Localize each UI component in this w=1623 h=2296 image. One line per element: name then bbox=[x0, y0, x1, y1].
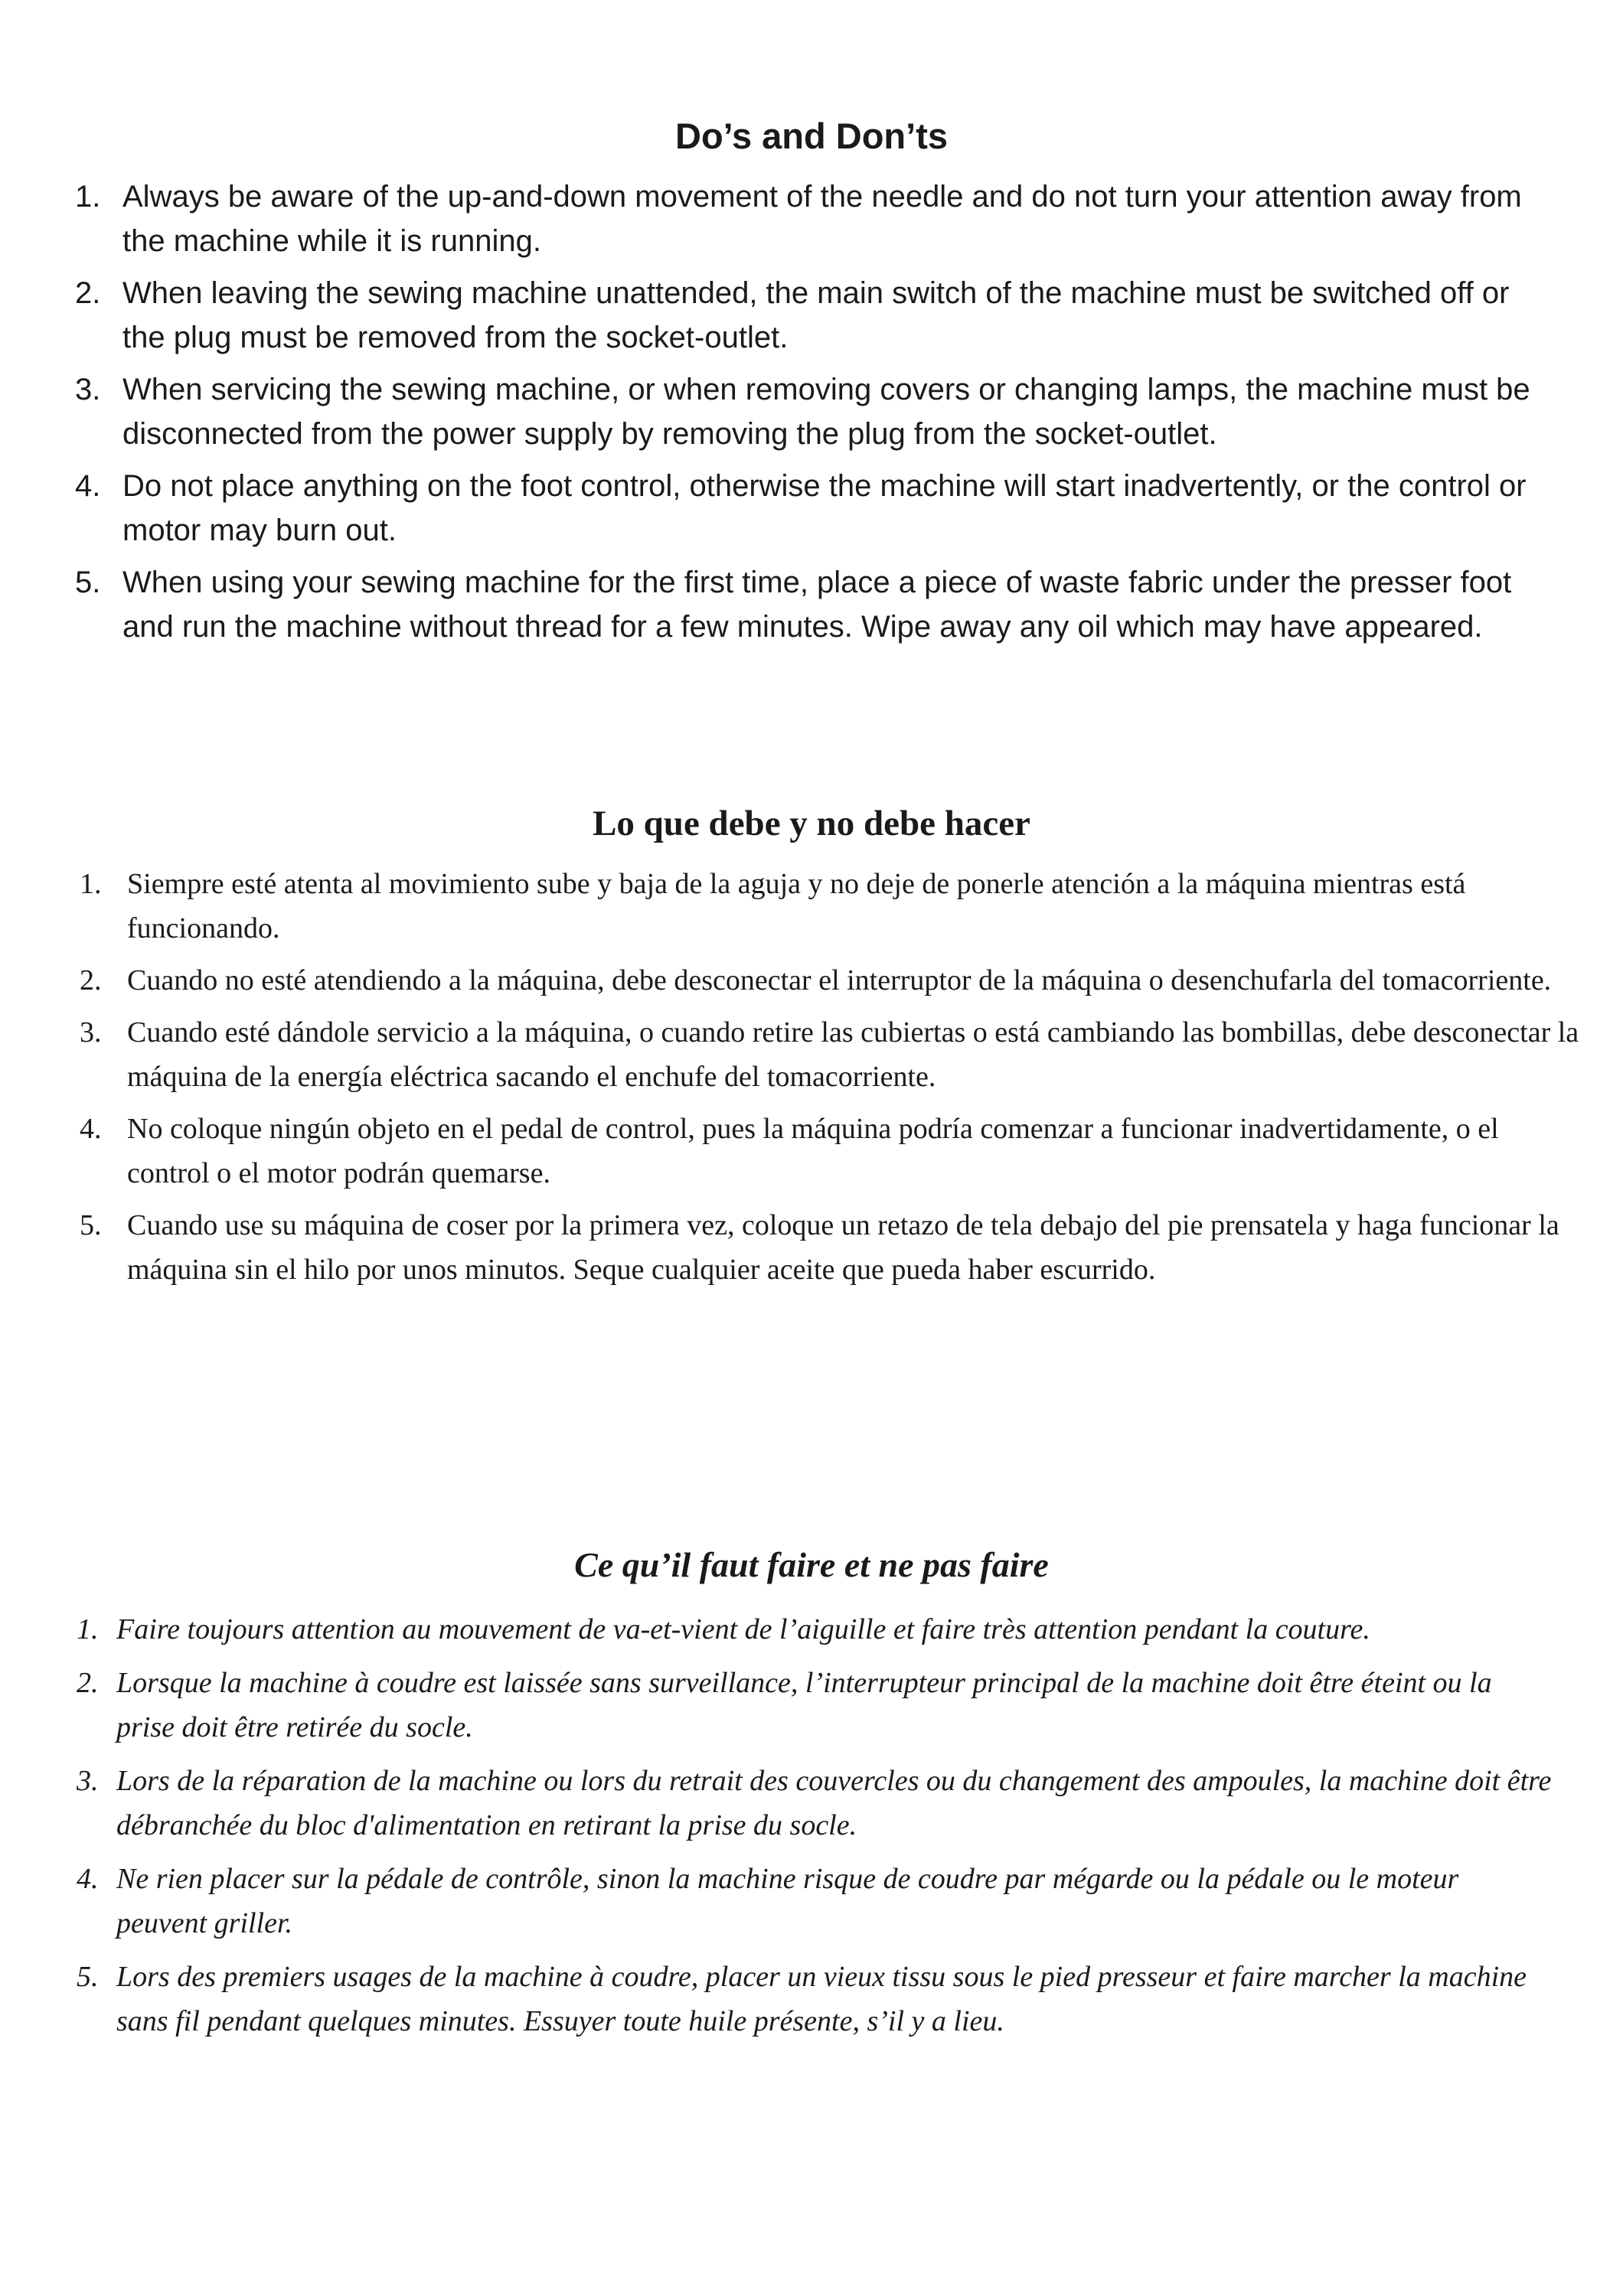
list-item bbox=[75, 367, 1546, 456]
item-text: Faire toujours attention au mouvement de va-et-vient de l’aiguille et faire très attention pendant la couture. bbox=[116, 1613, 1370, 1645]
item-number: 1. bbox=[77, 1613, 99, 1645]
item-text: Cuando use su máquina de coser por la primera vez, coloque un retazo de tela debajo del pie prensatela y haga funcionar la máquina sin el hilo por unos minutos. Seque cualquier aceite que pueda haber escurrido. bbox=[127, 1209, 1559, 1286]
item-text: Do not place anything on the foot control, otherwise the machine will start inadvertently, or the control or motor may burn out. bbox=[122, 469, 1527, 547]
list-item bbox=[75, 174, 1546, 263]
item-text: Cuando no esté atendiendo a la máquina, debe desconectar el interruptor de la máquina o desenchufarla del tomacorriente. bbox=[127, 964, 1552, 996]
item-text: When using your sewing machine for the first time, place a piece of waste fabric under the presser foot and run the machine without thread for a few minutes. Wipe away any oil which may have appeared. bbox=[122, 566, 1512, 644]
item-text: Lorsque la machine à coudre est laissée sans surveillance, l’interrupteur principal de la machine doit être éteint ou la prise doit être retirée du socle. bbox=[116, 1667, 1492, 1743]
item-number: 4. bbox=[80, 1113, 102, 1145]
item-text: Always be aware of the up-and-down movement of the needle and do not turn your attention away from the machine while it is running. bbox=[122, 180, 1522, 258]
item-number: 2. bbox=[75, 276, 101, 310]
item-number: 1. bbox=[80, 868, 102, 900]
item-number: 1. bbox=[75, 180, 101, 214]
item-number: 4. bbox=[77, 1863, 99, 1895]
item-number: 3. bbox=[80, 1016, 102, 1049]
list-item bbox=[77, 1661, 1556, 1750]
list-item bbox=[77, 1607, 1556, 1652]
item-text: Cuando esté dándole servicio a la máquina, o cuando retire las cubiertas o está cambiando las bombillas, debe desconectar la máquina de la energía eléctrica sacando el enchufe del tomacorriente. bbox=[127, 1016, 1579, 1093]
list-item bbox=[80, 862, 1582, 951]
list-item bbox=[80, 1203, 1582, 1292]
item-text: When servicing the sewing machine, or when removing covers or changing lamps, the machine must be disconnected from the power supply by removing the plug from the socket-outlet. bbox=[122, 373, 1530, 451]
item-number: 5. bbox=[77, 1961, 99, 1993]
section-title-spanish: Lo que debe y no debe hacer bbox=[593, 804, 1030, 843]
list-item bbox=[80, 958, 1582, 1003]
list-item bbox=[75, 271, 1546, 360]
section-spanish bbox=[0, 796, 1623, 1300]
item-number: 2. bbox=[80, 964, 102, 996]
list-item bbox=[77, 1759, 1556, 1848]
list-item bbox=[80, 1107, 1582, 1195]
list-item bbox=[77, 1955, 1556, 2043]
list-spanish bbox=[0, 862, 1582, 1292]
item-text: When leaving the sewing machine unattended, the main switch of the machine must be switched off or the plug must be removed from the socket-outlet. bbox=[122, 276, 1510, 354]
list-item bbox=[75, 560, 1546, 649]
section-title-english: Do’s and Don’ts bbox=[675, 116, 948, 156]
section-title-french: Ce qu’il faut faire et ne pas faire bbox=[574, 1545, 1049, 1584]
section-french bbox=[0, 1537, 1623, 2053]
item-text: No coloque ningún objeto en el pedal de control, pues la máquina podría comenzar a funcionar inadvertidamente, o el control o el motor podrán quemarse. bbox=[127, 1113, 1499, 1189]
item-number: 5. bbox=[75, 566, 101, 599]
item-number: 5. bbox=[80, 1209, 102, 1241]
item-number: 4. bbox=[75, 469, 101, 503]
item-number: 3. bbox=[77, 1765, 99, 1797]
item-text: Lors des premiers usages de la machine à coudre, placer un vieux tissu sous le pied presseur et faire marcher la machine sans fil pendant quelques minutes. Essuyer toute huile présente, s’il y a lieu. bbox=[116, 1961, 1527, 2037]
list-item bbox=[80, 1010, 1582, 1099]
section-english bbox=[0, 107, 1623, 657]
list-item bbox=[77, 1857, 1556, 1945]
item-text: Lors de la réparation de la machine ou lors du retrait des couvercles ou du changement des ampoules, la machine doit être débranchée du bloc d'alimentation en retirant la prise du socle. bbox=[116, 1765, 1552, 1841]
item-text: Ne rien placer sur la pédale de contrôle, sinon la machine risque de coudre par mégarde ou la pédale ou le moteur peuvent griller. bbox=[116, 1863, 1459, 1939]
list-english bbox=[0, 174, 1546, 649]
item-text: Siempre esté atenta al movimiento sube y baja de la aguja y no deje de ponerle atención a la máquina mientras está funcionando. bbox=[127, 868, 1466, 944]
list-item bbox=[75, 464, 1546, 553]
item-number: 2. bbox=[77, 1667, 99, 1699]
list-french bbox=[0, 1607, 1556, 2043]
item-number: 3. bbox=[75, 373, 101, 406]
